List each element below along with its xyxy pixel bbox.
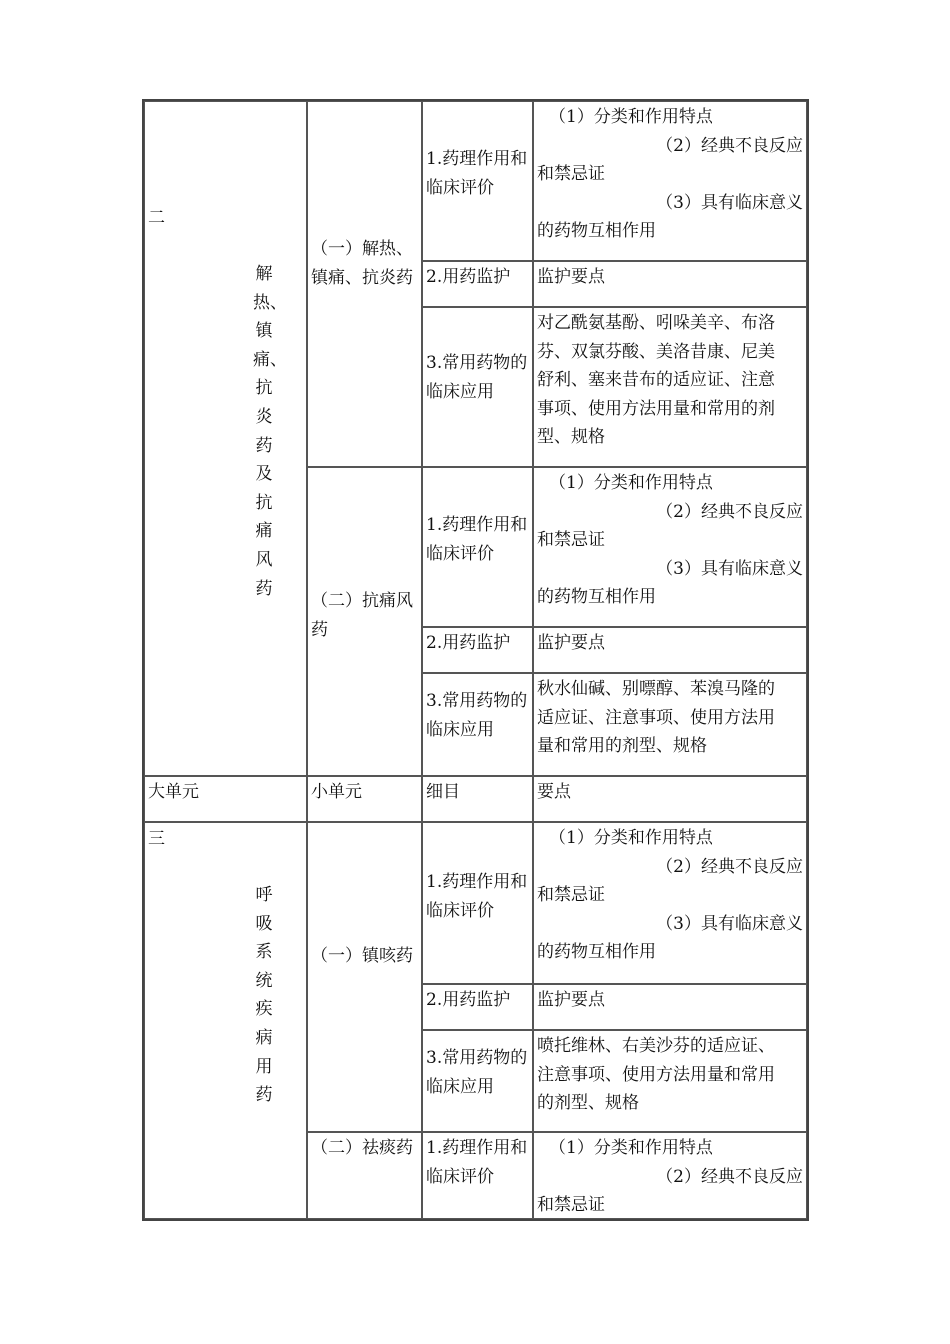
item-label-cell	[422, 467, 533, 627]
item-label-cell	[422, 307, 533, 467]
point-line: 和禁忌证	[537, 1195, 605, 1216]
item-points-cell	[533, 1132, 807, 1219]
subunit-label: （一）解热、镇痛、抗炎药	[311, 239, 413, 288]
header-cell-subunit	[307, 776, 422, 822]
point-line: 适应证、注意事项、使用方法用	[537, 707, 775, 728]
point-line: （3）具有临床意义	[656, 558, 803, 579]
item-label: 1.药理作用和临床评价	[426, 515, 528, 564]
item-points-cell	[533, 101, 807, 261]
item-label-cell	[422, 822, 533, 984]
item-label: 3.常用药物的临床应用	[426, 353, 528, 402]
point-line: （1）分类和作用特点	[549, 1138, 713, 1158]
header-cell-unit	[144, 776, 307, 822]
item-points-cell	[533, 1030, 807, 1132]
point-line: 喷托维林、右美沙芬的适应证、	[537, 1036, 775, 1056]
point-line: 舒利、塞来昔布的适应证、注意	[537, 370, 775, 391]
item-label: 3.常用药物的临床应用	[426, 691, 528, 740]
header-text: 大单元	[148, 782, 199, 802]
item-label-cell	[422, 984, 533, 1030]
item-label-cell	[422, 673, 533, 776]
point-line: （2）经典不良反应	[656, 1166, 803, 1187]
subunit-cell	[307, 101, 422, 467]
unit-number: 三	[148, 829, 165, 849]
item-points-cell	[533, 822, 807, 984]
point-line: 芬、双氯芬酸、美洛昔康、尼美	[537, 341, 775, 362]
subunit-label: （二）祛痰药	[311, 1138, 413, 1158]
unit-number: 二	[148, 208, 165, 228]
point-line: （3）具有临床意义	[656, 192, 803, 213]
item-label-cell	[422, 101, 533, 261]
point-line: （2）经典不良反应	[656, 135, 803, 156]
subunit-cell	[307, 1132, 422, 1219]
point-line: 事项、使用方法用量和常用的剂	[537, 398, 775, 419]
point-line: 的药物互相作用	[537, 942, 656, 963]
point-line: 的药物互相作用	[537, 587, 656, 608]
point-line: 和禁忌证	[537, 530, 605, 551]
item-points-cell	[533, 673, 807, 776]
item-label-cell	[422, 1132, 533, 1219]
item-points-cell	[533, 467, 807, 627]
point-line: 对乙酰氨基酚、吲哚美辛、布洛	[537, 313, 775, 333]
subunit-cell	[307, 467, 422, 776]
item-label: 1.药理作用和临床评价	[426, 149, 528, 198]
item-points-cell	[533, 261, 807, 307]
point-line: （1）分类和作用特点	[549, 828, 713, 848]
item-points-cell	[533, 627, 807, 673]
item-label-cell	[422, 261, 533, 307]
item-label-cell	[422, 627, 533, 673]
point-line: 量和常用的剂型、规格	[537, 736, 707, 757]
unit-cell	[144, 101, 307, 776]
point-line: 型、规格	[537, 427, 605, 448]
subunit-label: （二）抗痛风药	[311, 591, 413, 640]
item-points-cell	[533, 307, 807, 467]
point-line: （3）具有临床意义	[656, 913, 803, 934]
point-line: 秋水仙碱、别嘌醇、苯溴马隆的	[537, 679, 775, 699]
point-line: 监护要点	[537, 267, 605, 287]
unit-cell	[144, 822, 307, 1219]
item-label: 1.药理作用和临床评价	[426, 872, 528, 921]
point-line: 注意事项、使用方法用量和常用	[537, 1064, 775, 1085]
point-line: 监护要点	[537, 633, 605, 653]
point-line: 和禁忌证	[537, 164, 605, 185]
item-label-cell	[422, 1030, 533, 1132]
point-line: 监护要点	[537, 990, 605, 1010]
subunit-label: （一）镇咳药	[311, 946, 413, 966]
subunit-cell	[307, 822, 422, 1132]
unit-title: 解热、镇痛、抗炎药及抗痛风药	[253, 264, 287, 599]
point-line: （1）分类和作用特点	[549, 107, 713, 127]
item-label: 1.药理作用和临床评价	[426, 1138, 528, 1187]
point-line: 的剂型、规格	[537, 1093, 639, 1114]
point-line: （2）经典不良反应	[656, 856, 803, 877]
item-label: 2.用药监护	[426, 990, 511, 1010]
point-line: 和禁忌证	[537, 885, 605, 906]
header-text: 细目	[426, 782, 460, 802]
item-label: 2.用药监护	[426, 267, 511, 287]
item-label: 2.用药监护	[426, 633, 511, 653]
header-cell-item	[422, 776, 533, 822]
unit-title: 呼吸系统疾病用药	[255, 885, 273, 1106]
header-text: 要点	[537, 782, 571, 802]
point-line: （1）分类和作用特点	[549, 473, 713, 493]
header-cell-points	[533, 776, 807, 822]
item-points-cell	[533, 984, 807, 1030]
point-line: 的药物互相作用	[537, 221, 656, 242]
item-label: 3.常用药物的临床应用	[426, 1048, 528, 1097]
point-line: （2）经典不良反应	[656, 501, 803, 522]
header-text: 小单元	[311, 782, 362, 802]
